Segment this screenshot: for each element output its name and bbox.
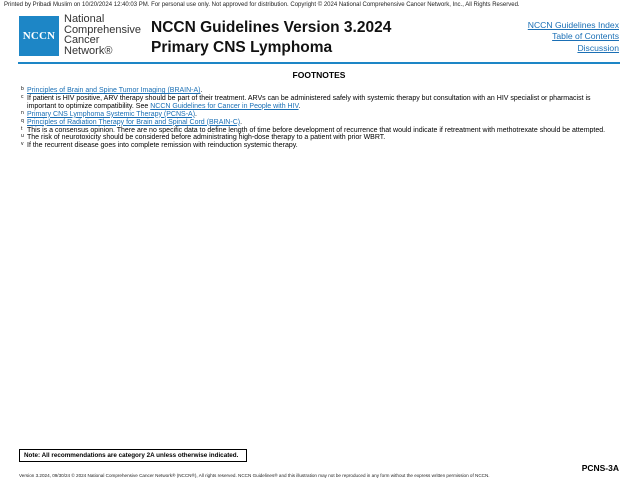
footnote-marker: q	[21, 117, 24, 124]
print-notice: Printed by Pribadi Muslim on 10/20/2024 12:40:03 PM. For personal use only. Not approved for distribution. Copyright © 2024 National Comprehensive Cancer Network, Inc., All Rights Reserved.	[4, 2, 520, 8]
logo-abbr: NCCN	[22, 30, 56, 42]
title-version: NCCN Guidelines Version 3.2024	[151, 19, 392, 36]
footnotes-list	[21, 87, 621, 150]
footnote-marker: c	[21, 93, 24, 100]
footnote-marker: u	[21, 133, 24, 140]
category-note: Note: All recommendations are category 2A unless otherwise indicated.	[19, 449, 247, 462]
logo-wordmark	[64, 14, 141, 56]
footnote-v	[21, 142, 621, 150]
nav-links	[528, 20, 619, 54]
footnote-t	[21, 127, 621, 135]
footnote-text: The risk of neurotoxicity should be considered before administrating high-dose therapy to a patient with prior WBRT.	[27, 134, 386, 142]
footnote-b	[21, 87, 621, 95]
hiv-guidelines-link[interactable]: NCCN Guidelines for Cancer in People with HIV	[150, 102, 299, 110]
footnote-marker: n	[21, 109, 24, 116]
footnote-punct: .	[240, 118, 243, 126]
footnote-text: If the recurrent disease goes into complete remission with reinduction systemic therapy.	[27, 142, 298, 150]
header-divider	[18, 62, 620, 64]
footnote-marker: b	[21, 86, 24, 92]
discussion-link[interactable]: Discussion	[577, 42, 619, 53]
version-copyright: Version 3.2024, 09/30/24 © 2024 National Comprehensive Cancer Network® (NCCN®), All rights reserved. NCCN Guidelines® and this illustration may not be reproduced in any form without the express written permission of NCCN.	[19, 473, 490, 478]
title-topic: Primary CNS Lymphoma	[151, 39, 333, 56]
page-code: PCNS-3A	[581, 463, 619, 473]
section-title: FOOTNOTES	[292, 70, 346, 80]
nccn-logo	[19, 16, 59, 56]
brain-imaging-link[interactable]: Principles of Brain and Spine Tumor Imaging (BRAIN-A)	[27, 87, 201, 94]
guidelines-index-link[interactable]: NCCN Guidelines Index	[527, 20, 619, 30]
footnote-punct: .	[298, 102, 301, 110]
footnote-punct: .	[195, 110, 197, 118]
logo-word: Comprehensive	[64, 23, 142, 36]
radiation-therapy-link[interactable]: Principles of Radiation Therapy for Brain and Spinal Cord (BRAIN-C)	[27, 118, 241, 126]
systemic-therapy-link[interactable]: Primary CNS Lymphoma Systemic Therapy (PCNS-A)	[27, 110, 196, 118]
table-of-contents-link[interactable]: Table of Contents	[552, 31, 619, 42]
footnote-u	[21, 134, 621, 142]
logo-word: Cancer	[64, 34, 100, 46]
footnote-marker: v	[21, 141, 24, 148]
footnote-punct: .	[200, 87, 203, 94]
logo-word: National	[64, 13, 105, 25]
page-title	[151, 18, 391, 58]
footnote-text: This is a consensus opinion. There are no specific data to define length of time before development of recurrence that would indicate if retreatment with methotrexate should be attempted.	[27, 126, 606, 134]
footnote-c	[21, 95, 621, 111]
footnote-text: If patient is HIV positive, ARV therapy should be part of their treatment. ARVs can be administered safely with systemic therapy but consultation with an HIV specialist or pharmacist is important to optimize compatibility. See	[27, 94, 591, 110]
footnote-marker: t	[21, 125, 23, 132]
logo-word: Network®	[64, 44, 113, 57]
footnote-n	[21, 111, 621, 119]
footnote-q	[21, 119, 621, 127]
